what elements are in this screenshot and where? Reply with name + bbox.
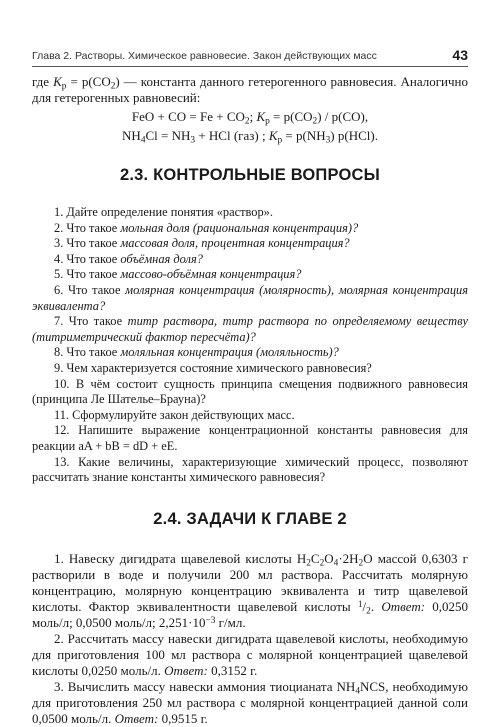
question-item: 8. Что такое моляльная концентрация (моляльность)? [54, 345, 339, 360]
question-item: 13. Какие величины, характеризующие химический процесс, позволяют рассчитать знание константы химического равновесия? [32, 454, 468, 485]
intro-paragraph: где $K_р = p(CO_2)$ — константа данного гетерогенного равновесия. Аналогично для гетерогенных равновесий: [32, 74, 468, 105]
formula-feo: FeO + CO = $Fe + CO_2$; $K_р = p(CO_2) / p(CO)$, [131, 109, 369, 127]
question-item: 4. Что такое объёмная доля? [54, 251, 203, 266]
section-heading-problems: 2.4. ЗАДАЧИ К ГЛАВЕ 2 [153, 509, 347, 528]
problem-item: 3. Вычислить массу навески аммония тиоцианата $NH_4NCS$, необходимую для приготовления 250 мл раствора с молярной концентрацией данной соли 0,0500 моль/л. Ответ: 0,9515 г. [32, 678, 468, 726]
question-item: 5. Что такое массово-объёмная концентрация? [54, 267, 302, 282]
questions-list [32, 205, 468, 486]
section-heading-questions: 2.3. КОНТРОЛЬНЫЕ ВОПРОСЫ [119, 166, 380, 184]
question-item: 10. В чём состоит сущность принципа смещения подвижного равновесия (принципа Ле Шателье–Брауна)? [32, 376, 468, 407]
page-content [32, 74, 468, 727]
page-number: 43 [452, 47, 468, 63]
question-item: 12. Напишите выражение концентрационной константы равновесия для реакции aA + bB = dD + eE. [32, 423, 468, 453]
question-item: 2. Что такое мольная доля (рациональная концентрация)? [54, 220, 359, 235]
page-header [32, 42, 468, 67]
question-item: 9. Чем характеризуется состояние химического равновесия? [54, 360, 372, 375]
question-item: 7. Что такое титр раствора, титр раствора по определяемому веществу (титриметрический фактор пересчёта)? [32, 314, 468, 344]
question-item: 11. Сформулируйте закон действующих масс. [54, 407, 295, 422]
problems-list [32, 551, 468, 727]
question-item: 3. Что такое массовая доля, процентная концентрация? [54, 236, 350, 251]
running-title: Глава 2. Растворы. Химическое равновесие. Закон действующих масс [32, 50, 377, 62]
formula-nh4cl: $NH_4Cl = NH_3$ + HCl (газ) ; $K_р = p(NH_3)$ p(HCl). [122, 128, 378, 146]
problem-item: 2. Рассчитать массу навески дигидрата щавелевой кислоты, необходимую для приготовления 100 мл раствора с молярной концентрацией щавелевой кислоты 0,0250 моль/л. Ответ: 0,3152 г. [32, 630, 468, 678]
problem-item: 1. Навеску дигидрата щавелевой кислоты $H_2C_2O_4\cdot 2H_2O$ массой 0,6303 г растворили в воде и получили 200 мл раствора. Рассчитать молярную концентрацию, молярную концентрацию эквивалента и титр щавелевой кислоты. Фактор эквивалентности щавелевой кислоты $^1/_2$. Ответ: 0,0250 моль/л; 0,0500 моль/л; $2,251\cdot 10^{-3}$ г/мл. [32, 550, 469, 630]
question-item: 6. Что такое молярная концентрация (молярность), молярная концентрация эквивалента? [32, 282, 468, 313]
fraction-one-half: $^1/_2$ [357, 598, 371, 617]
question-item: 1. Дайте определение понятия «раствор». [54, 205, 273, 219]
